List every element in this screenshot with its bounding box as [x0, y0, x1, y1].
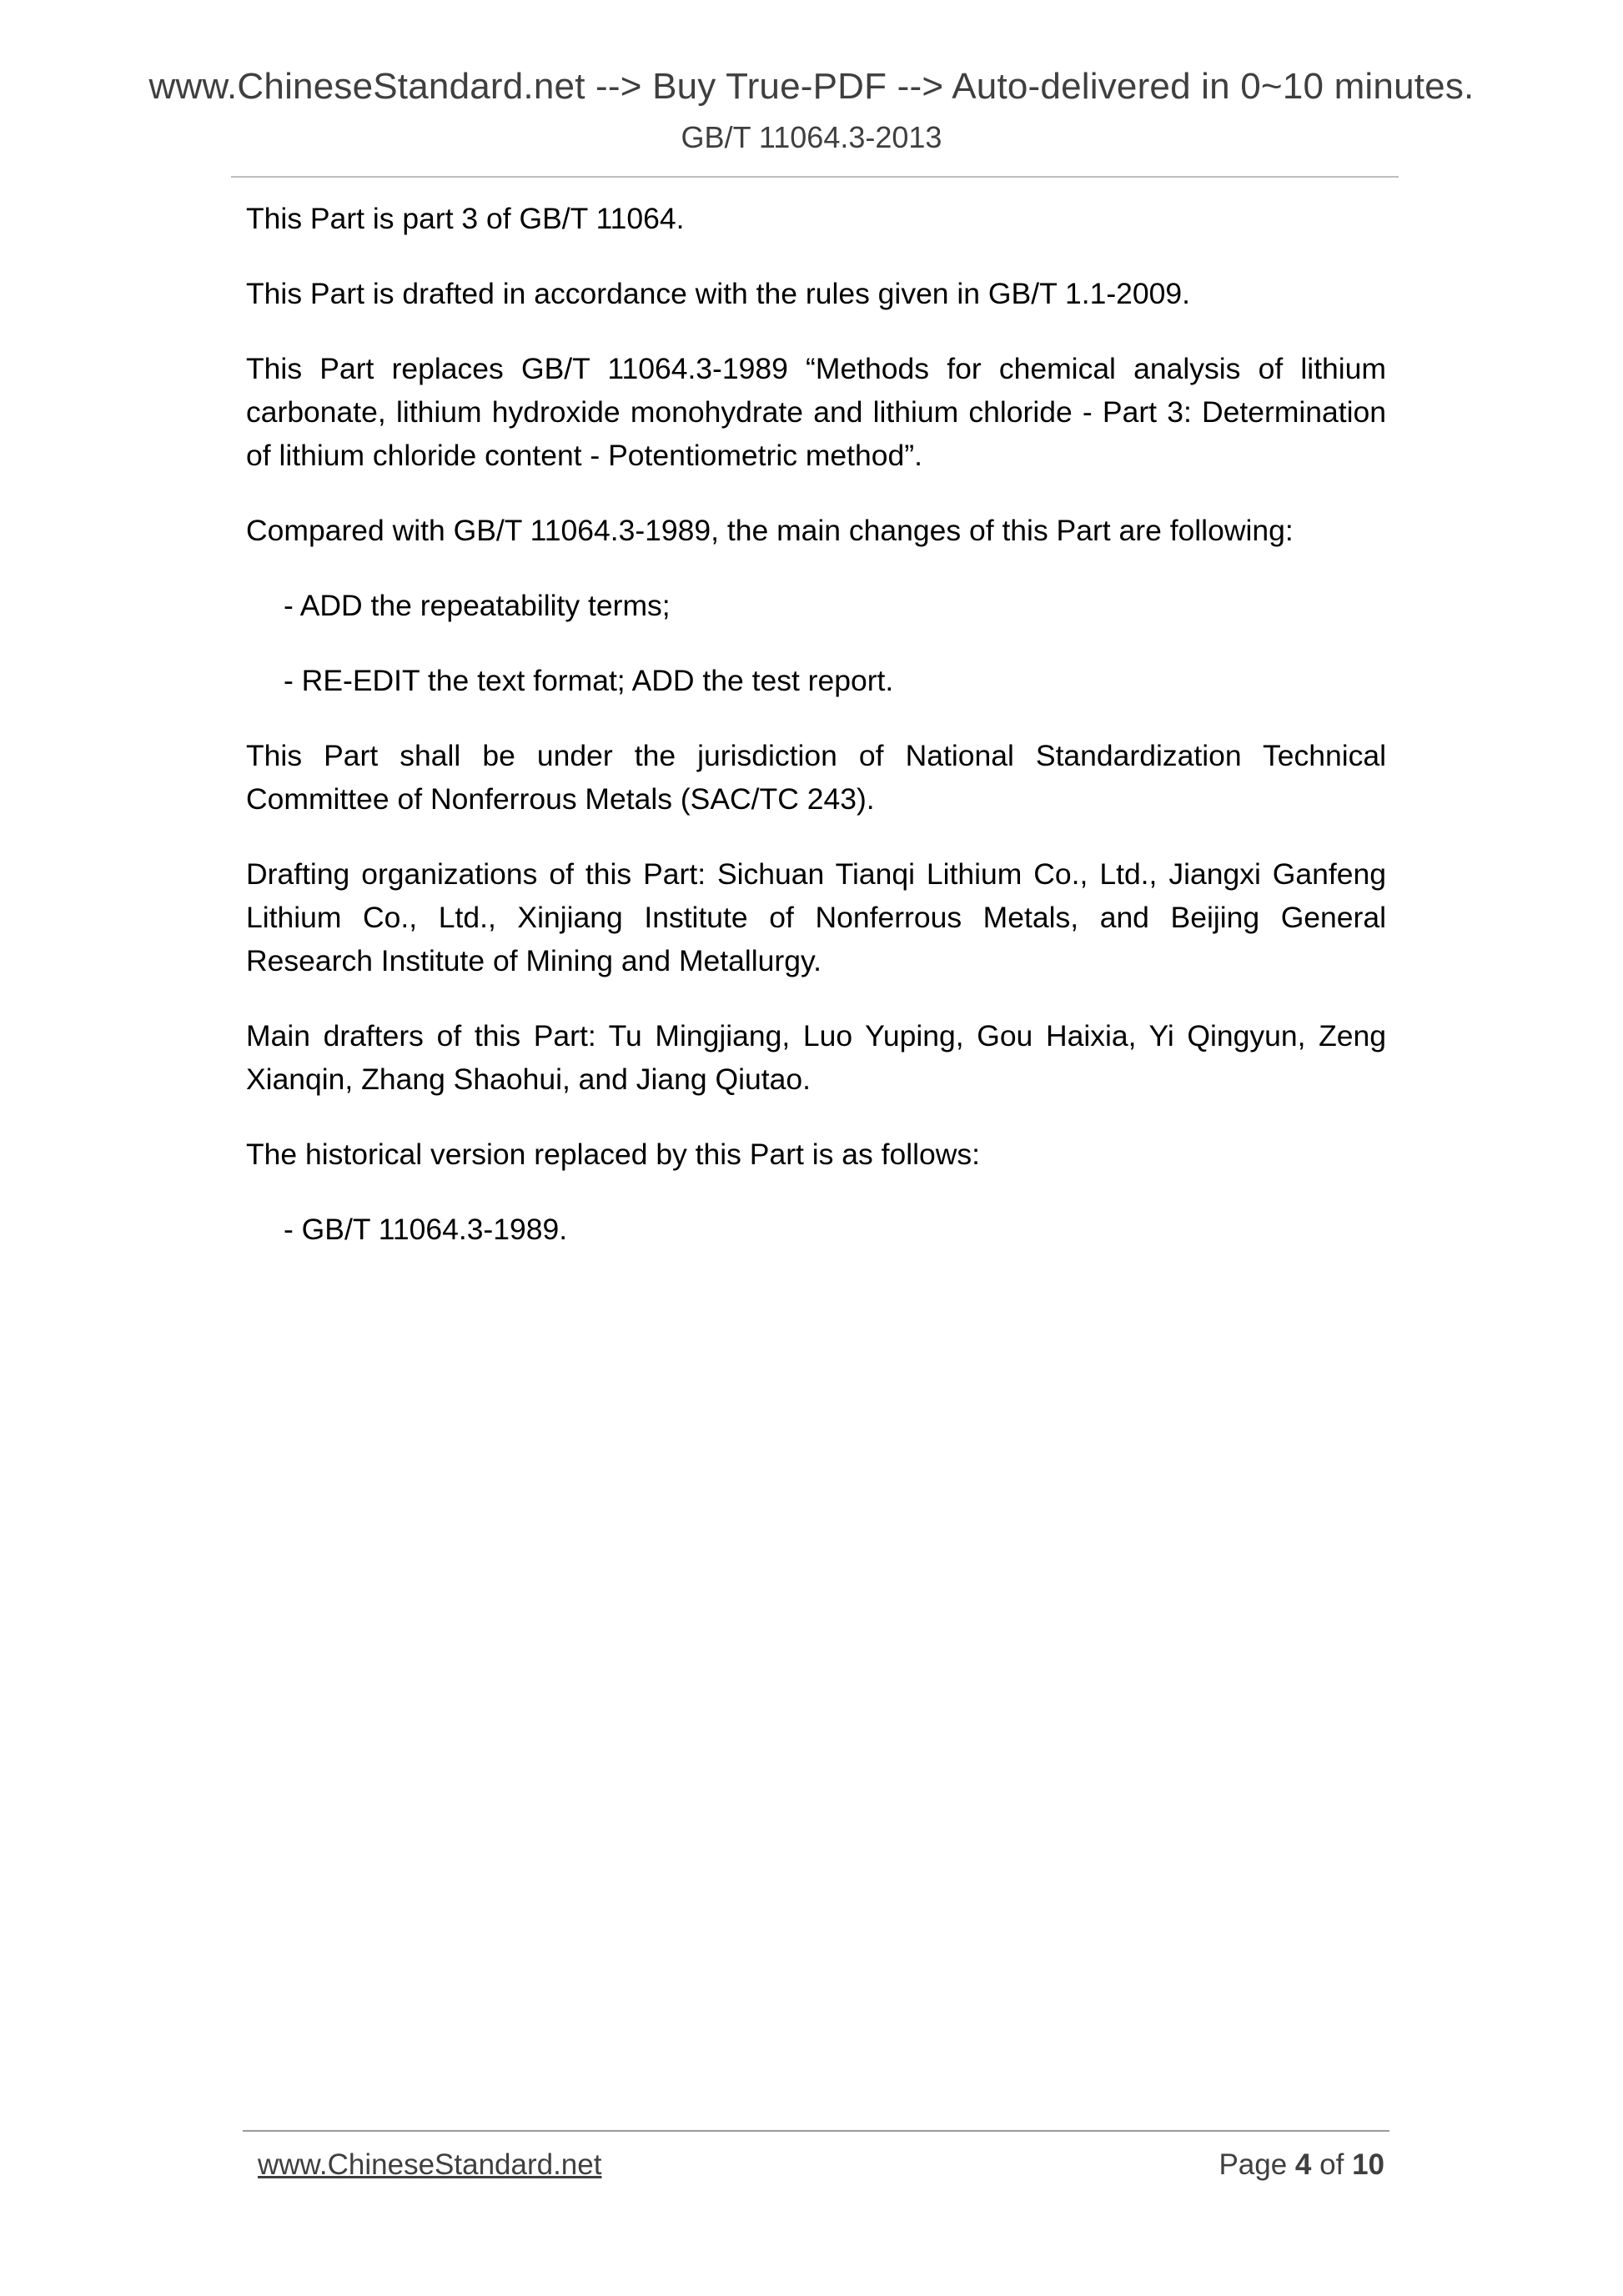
footer-site-link[interactable]: www.ChineseStandard.net [258, 2148, 602, 2181]
footer-divider [243, 2130, 1389, 2132]
promo-banner: www.ChineseStandard.net --> Buy True-PDF --> Auto-delivered in 0~10 minutes. [148, 66, 1475, 107]
paragraph-changes-intro: Compared with GB/T 11064.3-1989, the main changes of this Part are following: [246, 514, 1294, 547]
change-list-item: - RE-EDIT the text format; ADD the test report. [284, 664, 894, 697]
paragraph-replaces: This Part replaces GB/T 11064.3-1989 “Methods for chemical analysis of lithium carbonate, lithium hydroxide monohydrate and lithium chloride - Part 3: Determination of lithium chloride content - Potentiometric method”. [246, 352, 1386, 472]
paragraph-drafting-organizations: Drafting organizations of this Part: Sichuan Tianqi Lithium Co., Ltd., Jiangxi Ganfeng Lithium Co., Ltd., Xinjiang Institute of Nonferrous Metals, and Beijing General Research Institute of Mining and Metallurgy. [246, 857, 1386, 977]
paragraph-historical-intro: The historical version replaced by this Part is as follows: [246, 1138, 980, 1171]
foreword-body [246, 197, 1386, 1283]
page-total: 10 [1352, 2148, 1384, 2181]
change-list-item: - ADD the repeatability terms; [284, 589, 671, 622]
page-word: Page [1219, 2148, 1288, 2181]
paragraph-jurisdiction: This Part shall be under the jurisdiction of National Standardization Technical Committee of Nonferrous Metals (SAC/TC 243). [246, 739, 1386, 816]
page-of-word: of [1319, 2148, 1344, 2181]
header-divider [231, 176, 1399, 178]
paragraph-main-drafters: Main drafters of this Part: Tu Mingjiang, Luo Yuping, Gou Haixia, Yi Qingyun, Zeng Xianqin, Zhang Shaohui, and Jiang Qiutao. [246, 1019, 1386, 1096]
paragraph-part-number: This Part is part 3 of GB/T 11064. [246, 202, 685, 235]
historical-version-item: - GB/T 11064.3-1989. [284, 1213, 568, 1246]
page-current: 4 [1294, 2148, 1312, 2181]
page-indicator [1219, 2147, 1384, 2183]
standard-code-header: GB/T 11064.3-2013 [681, 120, 942, 154]
paragraph-drafting-rules: This Part is drafted in accordance with the rules given in GB/T 1.1-2009. [246, 277, 1190, 310]
